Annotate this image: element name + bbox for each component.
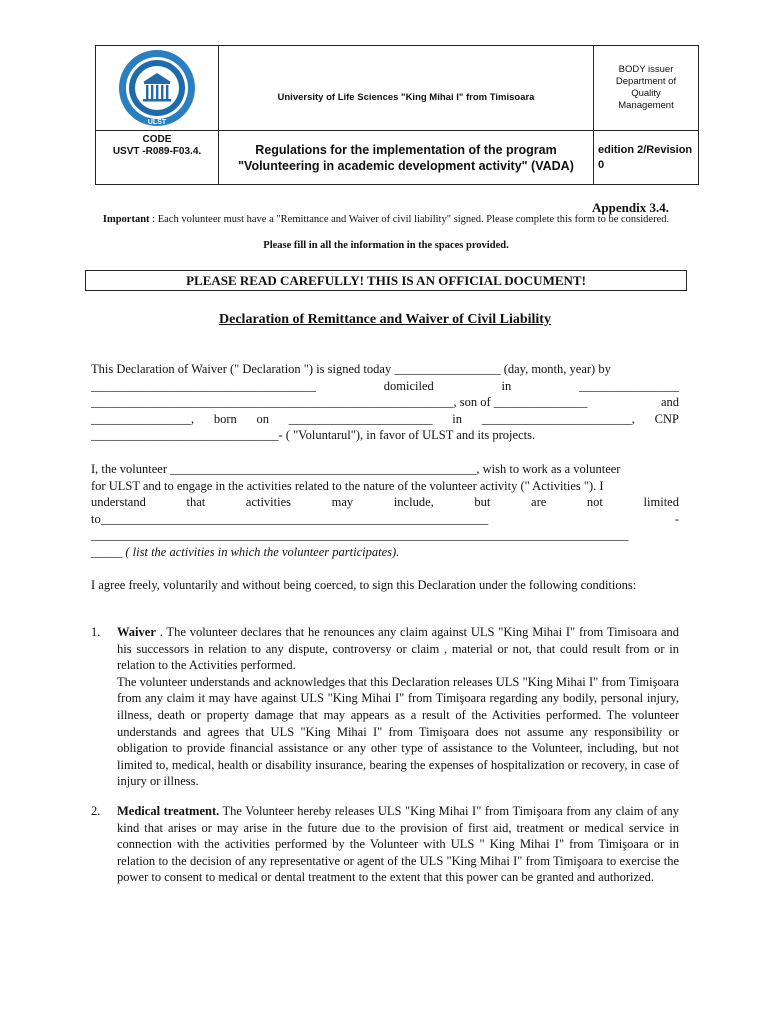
- issuer-cell: [594, 46, 699, 131]
- word: may: [331, 495, 354, 510]
- text-line: [91, 411, 679, 428]
- condition-number: 1.: [91, 625, 101, 639]
- regulation-line: "Volunteering in academic development activity" (VADA): [238, 158, 574, 173]
- code-cell: [96, 131, 219, 185]
- word: -: [674, 511, 679, 526]
- word: activities: [245, 495, 292, 510]
- university-name: University of Life Sciences "King Mihai I" from Timisoara: [219, 46, 594, 131]
- condition-number: 2.: [91, 803, 101, 818]
- text-line: [91, 378, 679, 395]
- word: domiciled: [383, 378, 434, 393]
- word: include,: [393, 495, 434, 510]
- address-blank: ________________: [578, 378, 679, 393]
- word: limited: [643, 495, 679, 510]
- edition-cell: [594, 131, 699, 185]
- condition-title: Medical treatment.: [117, 803, 220, 818]
- word: CNP: [654, 411, 679, 426]
- declaration-title: Declaration of Remittance and Waiver of Civil Liability: [219, 312, 551, 327]
- issuer-line: Management: [618, 100, 674, 111]
- condition-text: . The volunteer declares that he renounces any claim against ULS "King Mihai I" from Timisoara and his successors in relation to any dispute, controversy or claim , material or not, that could result from or in relation to the Activities performed.: [117, 625, 679, 673]
- agreement-paragraph: I agree freely, voluntarily and without being coerced, to sign this Declaration under the following conditions:: [91, 578, 637, 592]
- issuer-line: Quality: [631, 88, 661, 99]
- word: on: [256, 411, 270, 426]
- word: that: [186, 495, 206, 510]
- word: not: [586, 495, 603, 510]
- activities-blank: to______________________________________________________________: [91, 511, 489, 526]
- text-line: for ULST and to engage in the activities related to the nature of the volunteer activity (" Activities "). I: [91, 478, 604, 493]
- logo-text: ULST: [147, 119, 167, 126]
- text-line: This Declaration of Waiver (" Declaration ") is signed today _________________ (day, month, year) by: [91, 362, 611, 376]
- text-line: [91, 394, 679, 411]
- important-note: [95, 213, 677, 226]
- edition-line: edition 2/Revision: [598, 143, 693, 156]
- blank: _____: [91, 544, 123, 559]
- parent-blank: __________________________________________________________, son of _______________: [91, 395, 588, 410]
- appendix-label: Appendix 3.4.: [592, 200, 669, 215]
- logo-cell: [96, 46, 219, 131]
- header-table: [95, 45, 699, 185]
- word: in: [501, 378, 512, 393]
- important-label: Important: [102, 214, 150, 225]
- code-value: USVT -R089-F03.4.: [112, 146, 202, 157]
- issuer-line: BODY issuer: [618, 64, 674, 75]
- text-line: [91, 494, 679, 511]
- word: and: [660, 395, 679, 410]
- word: born: [213, 411, 237, 426]
- activities-blank-line: ______________________________________________________________________________________: [91, 528, 629, 543]
- birthplace-blank: ________________________,: [481, 411, 635, 426]
- volunteer-paragraph: [91, 461, 679, 561]
- fill-instruction: Please fill in all the information in the spaces provided.: [263, 240, 509, 251]
- issuer-line: Department of: [615, 76, 677, 87]
- word: but: [474, 495, 491, 510]
- condition-item: [91, 624, 679, 790]
- text-line: I, the volunteer _________________________________________________, wish to work as a volunteer: [91, 462, 621, 476]
- conditions-list: [91, 624, 679, 886]
- edition-line: 0: [598, 158, 605, 171]
- important-text: : Each volunteer must have a "Remittance and Waiver of civil liability" signed. Please complete this form to be considered.: [149, 214, 670, 225]
- word: in: [452, 411, 463, 426]
- official-banner: PLEASE READ CAREFULLY! THIS IS AN OFFICIAL DOCUMENT!: [85, 270, 687, 291]
- university-logo: [115, 48, 199, 128]
- word: are: [531, 495, 547, 510]
- code-label: CODE: [142, 134, 172, 145]
- text-line: ______________________________- ( "Voluntarul"), in favor of ULST and its projects.: [91, 428, 536, 443]
- text-line: [91, 511, 679, 528]
- birthdate-blank: _______________________: [288, 411, 433, 426]
- condition-text: The Volunteer hereby releases ULS "King Mihai I" from Timişoara from any claim of any kind that arises or may arise in the future due to the provision of first aid, treatment or medical service in connection with the activities performed by the Volunteer with ULS " King Mihai I" from Timişoara or in relation to the decision of any representative or agent of the ULS "King Mihai I" from Timişoara to exercise the power to consent to medical or dental treatment to the extent that this power can be granted and authorized.: [117, 803, 679, 885]
- word: understand: [91, 495, 146, 510]
- condition-text: The volunteer understands and acknowledges that this Declaration releases ULS "King Mihai I" from Timişoara from any claim it may have against ULS "King Mihai I" from Timişoara regarding any bodily, personal injury, illness, death or property damage that may appears as a result of the Activities performed. The volunteer understands and agrees that ULS "King Mihai I" from Timişoara does not assume any responsibility or obligation to provide financial assistance or any other type of assistance to the Volunteer, including, but not limited to, medical, health or disability insurance, bearing the expenses of hospitalization or recovery, in case of injury or illness.: [117, 674, 679, 789]
- declaration-paragraph: [91, 361, 679, 444]
- regulation-title: [219, 131, 594, 185]
- condition-title: Waiver: [117, 625, 156, 639]
- blank: ________________,: [91, 411, 195, 426]
- activities-hint: ( list the activities in which the volunteer participates).: [122, 544, 400, 559]
- name-blank: ____________________________________: [91, 378, 316, 393]
- condition-item: [91, 803, 679, 886]
- regulation-line: Regulations for the implementation of the program: [255, 142, 557, 157]
- text-line: [91, 544, 679, 561]
